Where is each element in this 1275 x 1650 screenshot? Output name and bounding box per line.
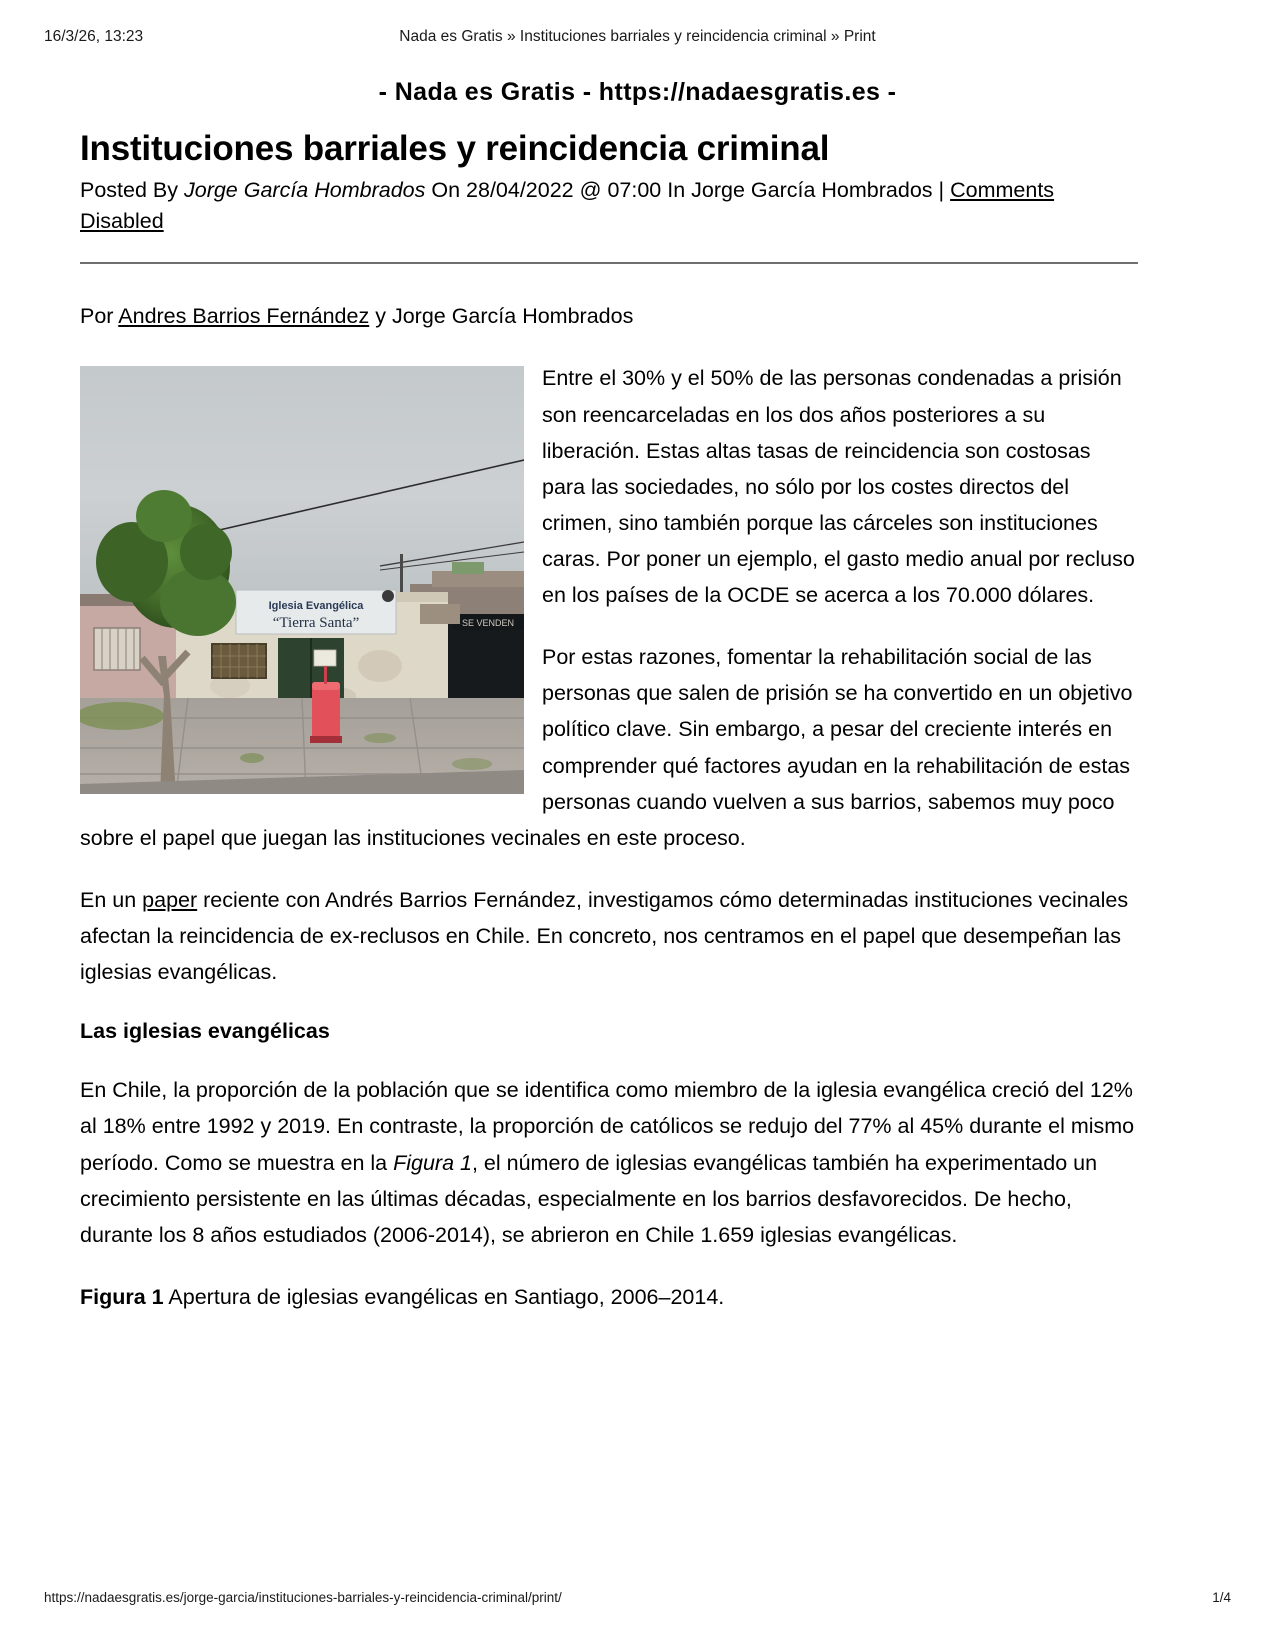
byline-in-label: In (667, 178, 686, 203)
byline-posted-by-label: Posted By (80, 178, 178, 203)
paragraph-paper (80, 882, 1138, 990)
byline-category: Jorge García Hombrados (691, 178, 933, 203)
print-header (0, 28, 1275, 50)
svg-text:Iglesia Evangélica: Iglesia Evangélica (268, 600, 364, 613)
paper-link[interactable]: paper (142, 887, 198, 912)
article-content (80, 128, 1138, 1315)
svg-text:SE VENDEN: SE VENDEN (461, 618, 515, 629)
paragraph-rehabilitation: Por estas razones, fomentar la rehabilitación social de las personas que salen de prisión se ha convertido en un objetivo político clave. Sin embargo, a pesar del creciente interés en comprender qué factores ayudan en la rehabilitación de estas personas cuando vuelven a sus barrios, sabemos muy poco sobre el papel que juegan las instituciones vecinales en este proceso. (80, 645, 1133, 850)
print-footer-url: https://nadaesgratis.es/jorge-garcia/instituciones-barriales-y-reincidencia-criminal/print/ (44, 1590, 562, 1605)
figure-reference: Figura 1 (393, 1150, 472, 1175)
paragraph-paper-after: reciente con Andrés Barrios Fernández, investigamos cómo determinadas instituciones vecinales afectan la reincidencia de ex-reclusos en Chile. En concreto, nos centramos en el papel que desempeñan las iglesias evangélicas. (80, 887, 1129, 985)
byline-date: 28/04/2022 (466, 178, 574, 203)
header-divider (80, 262, 1138, 264)
paragraph-intro: Entre el 30% y el 50% de las personas condenadas a prisión son reencarceladas en los dos años posteriores a su liberación. Estas altas tasas de reincidencia son costosas para las sociedades, no sólo por los costes directos del crimen, sino también porque las cárceles son instituciones caras. Por poner un ejemplo, el gasto medio anual por recluso en los países de la OCDE se acerca a los 70.000 dólares. (542, 366, 1135, 608)
paragraph-paper-before: En un (80, 887, 143, 912)
author-link-andres-barrios[interactable]: Andres Barrios Fernández (118, 304, 370, 329)
page-title: Instituciones barriales y reincidencia criminal (80, 129, 830, 168)
authors-second: Jorge García Hombrados (391, 304, 634, 329)
authors-conjunction: y (375, 304, 386, 329)
paragraph-statistics-part2: , el número de iglesias evangélicas también ha experimentado un crecimiento persistente en las últimas décadas, especialmente en los barrios desfavorecidos. De hecho, durante los 8 años estudiados (2006-2014), se abrieron en Chile 1.659 iglesias evangélicas. (80, 1150, 1098, 1247)
byline-separator: | (938, 178, 945, 203)
print-timestamp: 16/3/26, 13:23 (44, 28, 144, 45)
article-photo-church (80, 366, 524, 794)
byline-time: 07:00 (607, 178, 662, 203)
paragraph-statistics-part1: En Chile, la proporción de la población que se identifica como miembro de la iglesia evangélica creció del 12% al 18% entre 1992 y 2019. En contraste, la proporción de católicos se redujo del 77% al 45% durante el mismo período. Como se muestra en la (80, 1078, 1135, 1175)
figure-caption-label: Figura 1 (80, 1284, 164, 1309)
comments-disabled-link[interactable]: Comments Disabled (80, 178, 1055, 233)
byline (80, 175, 1138, 236)
paragraph-statistics (80, 1072, 1138, 1253)
church-street-view-illustration (80, 366, 524, 794)
byline-author: Jorge García Hombrados (183, 178, 426, 203)
print-footer-page-number: 1/4 (1212, 1590, 1231, 1605)
section-heading-iglesias: Las iglesias evangélicas (80, 1019, 330, 1044)
authors-line (80, 298, 1138, 334)
figure-caption-text: Apertura de iglesias evangélicas en Santiago, 2006–2014. (163, 1284, 725, 1309)
print-breadcrumb: Nada es Gratis » Instituciones barriales y reincidencia criminal » Print (399, 28, 876, 45)
byline-at-symbol: @ (579, 178, 602, 203)
svg-text:“Tierra Santa”: “Tierra Santa” (272, 615, 360, 632)
article-body (80, 298, 1138, 1315)
authors-prefix: Por (80, 304, 114, 329)
byline-on-label: On (431, 178, 461, 203)
print-footer (0, 1590, 1275, 1610)
figure-caption (80, 1279, 1138, 1315)
site-banner: - Nada es Gratis - https://nadaesgratis.es - (378, 78, 897, 106)
